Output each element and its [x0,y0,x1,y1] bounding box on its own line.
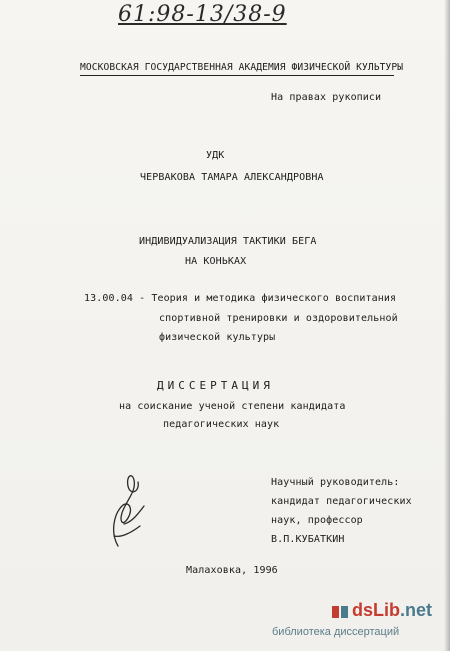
supervisor-line-2: кандидат педагогических [271,496,412,507]
dissertation-heading: ДИССЕРТАЦИЯ [157,379,274,392]
specialty-line-3: физической культуры [159,332,276,343]
page-edge-shadow [444,0,450,651]
dissertation-line-2: педагогических наук [163,419,280,430]
city-year: Малаховка, 1996 [186,565,278,576]
institution-name: МОСКОВСКАЯ ГОСУДАРСТВЕННАЯ АКАДЕМИЯ ФИЗИЧЕСКОЙ КУЛЬТУРЫ [80,62,404,73]
dissertation-line-1: на соискание ученой степени кандидата [119,401,346,412]
supervisor-line-3: наук, профессор [271,515,363,526]
handwritten-signature [104,462,152,552]
header-rule [80,75,394,76]
book-icon [330,602,350,622]
supervisor-line-1: Научный руководитель: [271,477,400,488]
rights-note: На правах рукописи [271,92,382,103]
supervisor-line-4: В.П.КУБАТКИН [271,534,345,545]
title-line-2: НА КОНЬКАХ [185,256,247,267]
specialty-line-1: 13.00.04 - Теория и методика физического воспитания [84,293,397,304]
archive-stamp: 61:98-13/38-9 [118,2,287,27]
udk-label: УДК [206,150,225,161]
author-name: ЧЕРВАКОВА ТАМАРА АЛЕКСАНДРОВНА [140,172,324,183]
specialty-line-2: спортивной тренировки и оздоровительной [159,313,398,324]
watermark-logo: dsLib.net [352,600,433,620]
watermark-subtitle: библиотека диссертаций [272,626,400,638]
title-line-1: ИНДИВИДУАЛИЗАЦИЯ ТАКТИКИ БЕГА [139,236,317,247]
